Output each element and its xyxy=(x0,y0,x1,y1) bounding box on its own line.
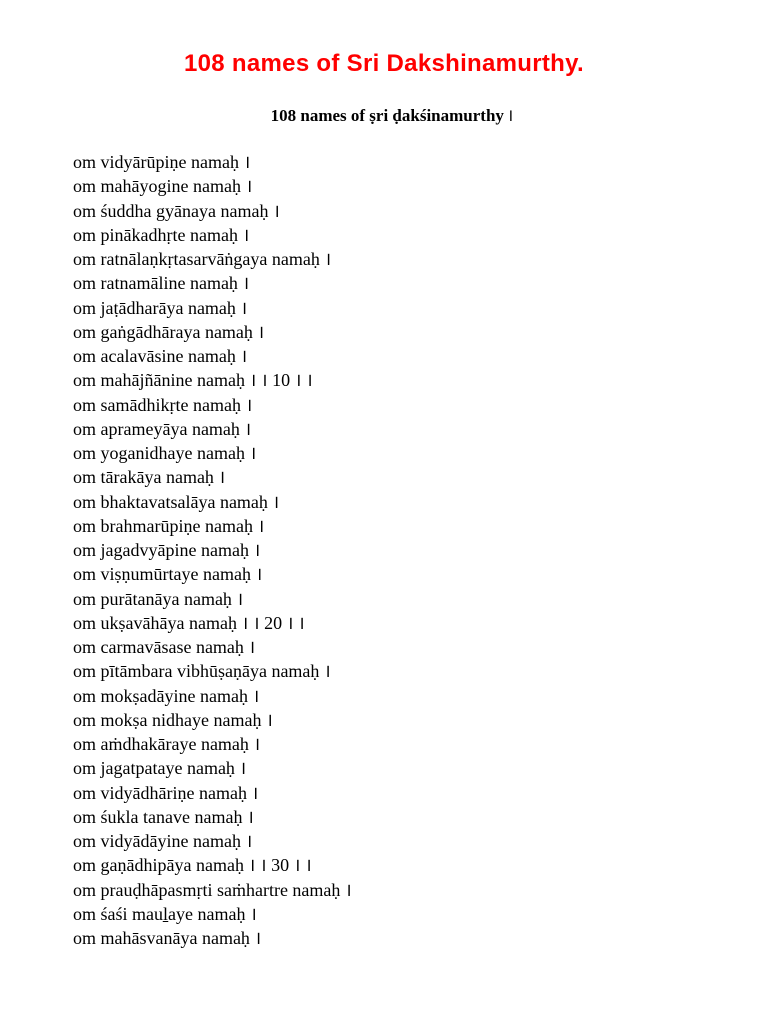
name-line: om aprameyāya namaḥ । xyxy=(73,418,252,439)
name-line: om vidyārūpiṇe namaḥ । xyxy=(73,152,251,172)
page-title: 108 names of Sri Dakshinamurthy. xyxy=(184,50,584,77)
name-line: om gaṇādhipāya namaḥ । । 30 । । xyxy=(73,855,312,876)
name-line: om purātanāya namaḥ । xyxy=(73,588,244,609)
name-line: om brahmarūpiṇe namaḥ । xyxy=(73,515,265,536)
subtitle-text: 108 names of ṣri ḍakśinamurthy xyxy=(270,106,504,125)
name-line: om tārakāya namaḥ । xyxy=(73,467,226,488)
name-line: om gaṅgādhāraya namaḥ । xyxy=(73,321,265,342)
name-line: om jagatpataye namaḥ । xyxy=(73,758,247,779)
name-line: om pinākadhṛte namaḥ । xyxy=(73,224,250,245)
name-line: om viṣṇumūrtaye namaḥ । xyxy=(73,564,263,585)
name-line: om mahājñānine namaḥ । । 10 । । xyxy=(73,370,313,391)
name-line: om carmavāsase namaḥ । xyxy=(73,637,256,657)
page-subtitle xyxy=(0,103,768,126)
names-list xyxy=(73,150,352,950)
name-line: om bhaktavatsalāya namaḥ । xyxy=(73,491,280,512)
name-line: om yoganidhaye namaḥ । xyxy=(73,443,257,463)
name-line: om jagadvyāpine namaḥ । xyxy=(73,540,261,560)
name-line: om acalavāsine namaḥ । xyxy=(73,346,248,366)
name-line: om jaṭādharāya namaḥ । xyxy=(73,297,248,318)
name-line: om ratnālaṇkṛtasarvāṅgaya namaḥ । xyxy=(73,249,332,269)
name-line: om samādhikṛte namaḥ । xyxy=(73,394,253,415)
name-line: om mokṣa nidhaye namaḥ । xyxy=(73,709,273,730)
name-line: om ukṣavāhāya namaḥ । । 20 । । xyxy=(73,612,305,633)
name-line: om śuddha gyānaya namaḥ । xyxy=(73,200,280,221)
name-line: om mokṣadāyine namaḥ । xyxy=(73,685,260,706)
name-line: om vidyādāyine namaḥ । xyxy=(73,831,253,851)
name-line: om vidyādhāriṇe namaḥ । xyxy=(73,782,259,803)
name-line: om prauḍhāpasmṛti saṁhartre namaḥ । xyxy=(73,879,352,900)
name-line: om pītāmbara vibhūṣaṇāya namaḥ । xyxy=(73,661,331,682)
name-line: om ratnamāline namaḥ । xyxy=(73,273,250,294)
name-line: om mahāyogine namaḥ । xyxy=(73,176,253,197)
name-line: om aṁdhakāraye namaḥ । xyxy=(73,734,261,754)
name-line: om śukla tanave namaḥ । xyxy=(73,806,254,827)
name-line: om mahāsvanāya namaḥ । xyxy=(73,928,262,948)
subtitle-danda: । xyxy=(506,106,514,125)
name-line: om śaśi mauḻaye namaḥ । xyxy=(73,903,257,924)
